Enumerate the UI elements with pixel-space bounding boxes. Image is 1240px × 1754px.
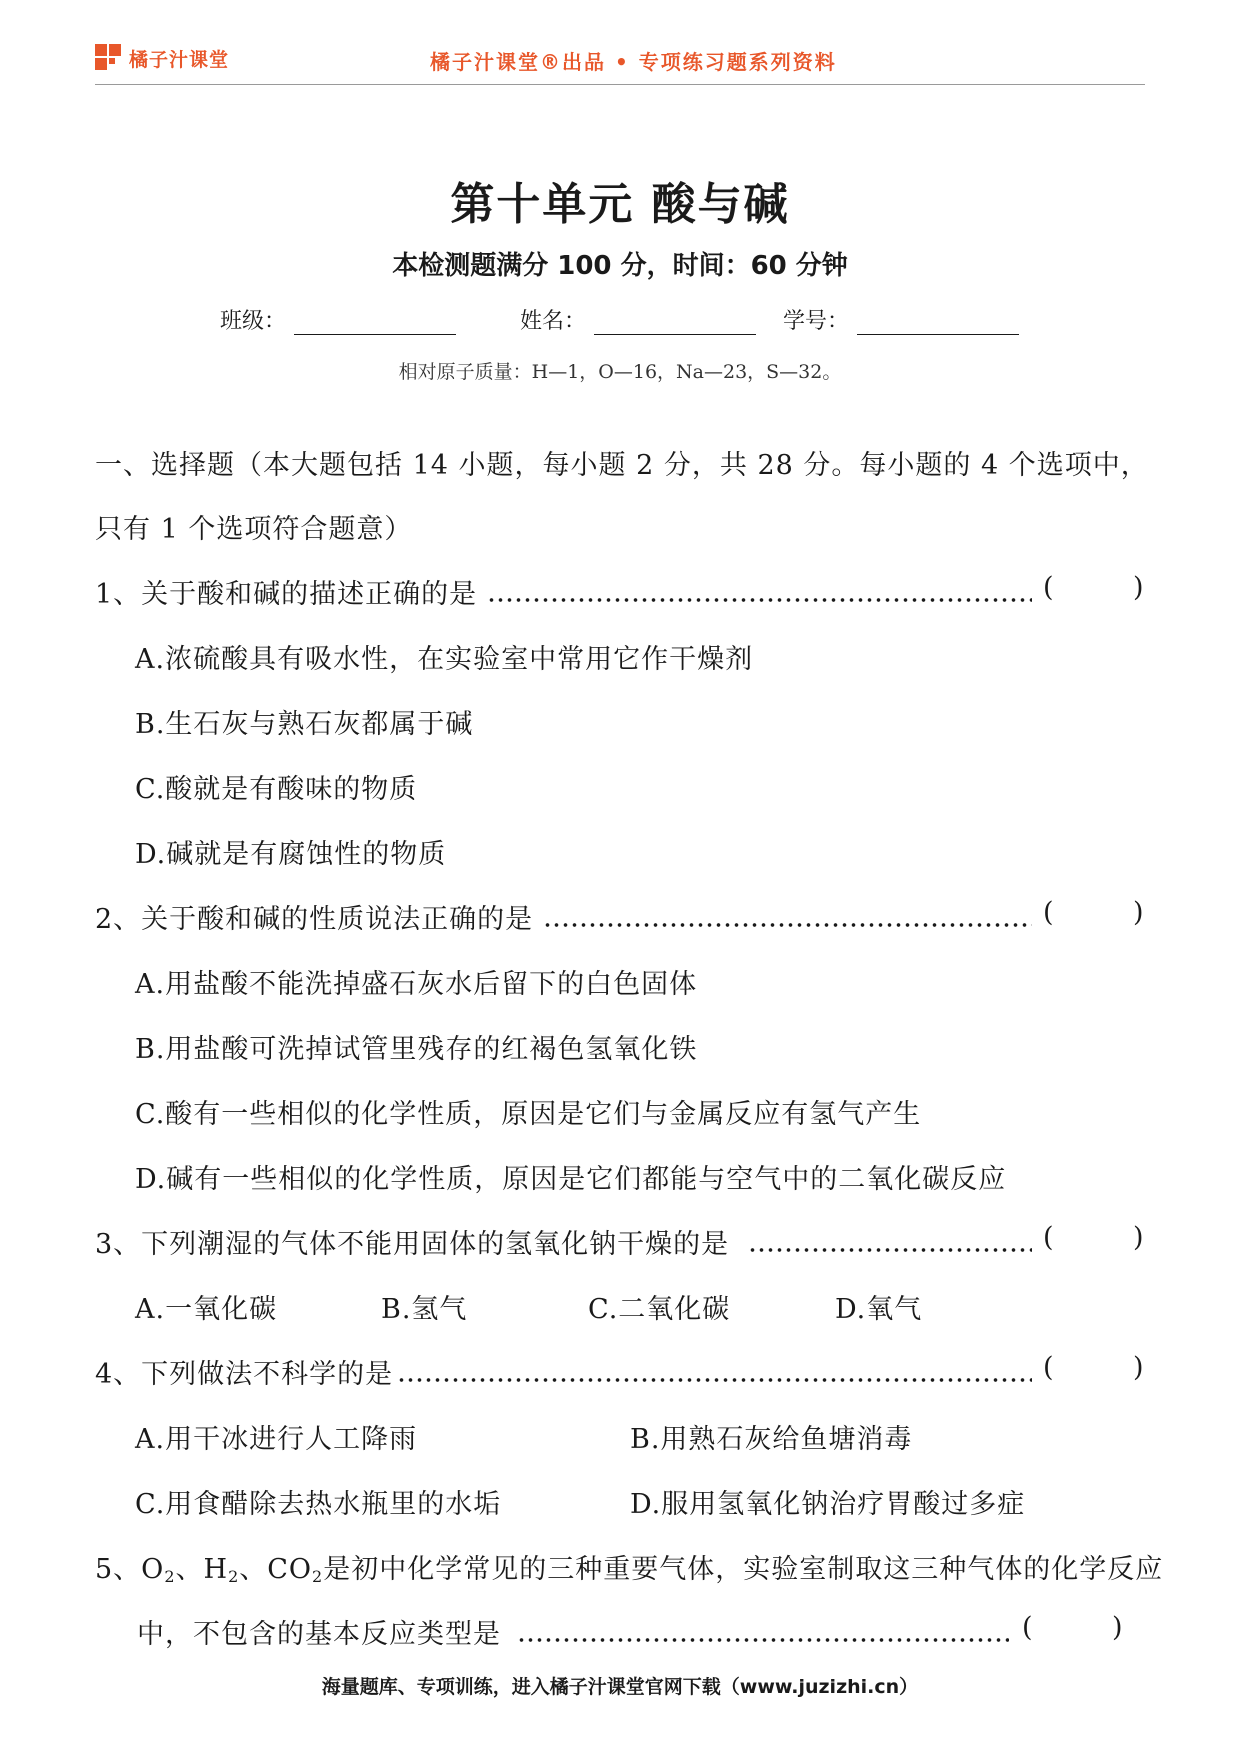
answer-paren-left: (	[1043, 1222, 1054, 1253]
question-4-option-a: A.用干冰进行人工降雨	[135, 1424, 418, 1455]
question-2-option-b: B.用盐酸可洗掉试管里残存的红褐色氢氧化铁	[135, 1034, 698, 1065]
leader-dots	[517, 1638, 1009, 1642]
question-2-option-d: D.碱有一些相似的化学性质，原因是它们都能与空气中的二氧化碳反应	[135, 1164, 1007, 1195]
question-1-stem: 1、关于酸和碱的描述正确的是	[95, 579, 478, 610]
name-label: 姓名：	[520, 309, 587, 334]
answer-paren-right: )	[1112, 1612, 1123, 1643]
class-field[interactable]	[220, 304, 456, 335]
answer-paren-left: (	[1043, 1352, 1054, 1383]
brand-logo	[95, 44, 229, 72]
student-id-label: 学号：	[783, 309, 850, 334]
leader-dots	[748, 1248, 1032, 1252]
question-4-option-b: B.用熟石灰给鱼塘消毒	[630, 1424, 913, 1455]
class-label: 班级：	[220, 309, 287, 334]
question-5-stem: 5、$O_2$、$H_2$、$CO_2$是初中化学常见的三种重要气体，实验室制取这三种气体的化学反应	[95, 1554, 1164, 1586]
header-divider	[95, 84, 1145, 85]
question-1-option-b: B.生石灰与熟石灰都属于碱	[135, 709, 474, 740]
question-5-stem-line2: 中，不包含的基本反应类型是	[137, 1619, 501, 1650]
atomic-masses-note: 相对原子质量：H—1，O—16，Na—23，S—32。	[398, 361, 842, 383]
question-3-stem: 3、下列潮湿的气体不能用固体的氢氧化钠干燥的是	[95, 1229, 730, 1260]
answer-paren-left: (	[1022, 1612, 1033, 1643]
question-2-option-a: A.用盐酸不能洗掉盛石灰水后留下的白色固体	[135, 969, 698, 1000]
question-1-option-c: C.酸就是有酸味的物质	[135, 774, 418, 805]
class-blank[interactable]	[294, 308, 456, 335]
section-heading-line1: 一、选择题（本大题包括 14 小题，每小题 2 分，共 28 分。每小题的 4 个选项中，	[95, 450, 1149, 481]
answer-paren-left: (	[1043, 572, 1054, 603]
question-3-option-d: D.氧气	[835, 1294, 923, 1325]
student-id-field[interactable]	[783, 304, 1019, 335]
answer-paren-right: )	[1133, 1352, 1144, 1383]
question-3-option-a: A.一氧化碳	[135, 1294, 278, 1325]
header-title: 橘子汁课堂®出品 • 专项练习题系列资料	[430, 50, 837, 74]
logo-icon	[95, 44, 123, 72]
question-4-stem: 4、下列做法不科学的是	[95, 1359, 394, 1390]
leader-dots	[543, 923, 1032, 927]
student-id-blank[interactable]	[857, 308, 1019, 335]
page-title: 第十单元 酸与碱	[450, 179, 790, 230]
page-subtitle: 本检测题满分 100 分，时间：60 分钟	[392, 251, 848, 281]
answer-paren-right: )	[1133, 572, 1144, 603]
answer-paren-right: )	[1133, 897, 1144, 928]
leader-dots	[487, 598, 1032, 602]
logo-text: 橘子汁课堂	[129, 48, 230, 71]
question-1-option-a: A.浓硫酸具有吸水性，在实验室中常用它作干燥剂	[135, 644, 754, 675]
name-blank[interactable]	[594, 308, 756, 335]
leader-dots	[397, 1378, 1032, 1382]
page-footer: 海量题库、专项训练，进入橘子汁课堂官网下载（www.juzizhi.cn）	[321, 1676, 919, 1698]
question-4-option-d: D.服用氢氧化钠治疗胃酸过多症	[630, 1489, 1026, 1520]
question-3-option-b: B.氢气	[381, 1294, 468, 1325]
question-4-option-c: C.用食醋除去热水瓶里的水垢	[135, 1489, 502, 1520]
question-1-option-d: D.碱就是有腐蚀性的物质	[135, 839, 447, 870]
question-2-stem: 2、关于酸和碱的性质说法正确的是	[95, 904, 534, 935]
question-2-option-c: C.酸有一些相似的化学性质，原因是它们与金属反应有氢气产生	[135, 1099, 922, 1130]
section-heading-line2: 只有 1 个选项符合题意）	[95, 514, 413, 545]
question-3-option-c: C.二氧化碳	[588, 1294, 731, 1325]
answer-paren-right: )	[1133, 1222, 1144, 1253]
name-field[interactable]	[520, 304, 756, 335]
answer-paren-left: (	[1043, 897, 1054, 928]
